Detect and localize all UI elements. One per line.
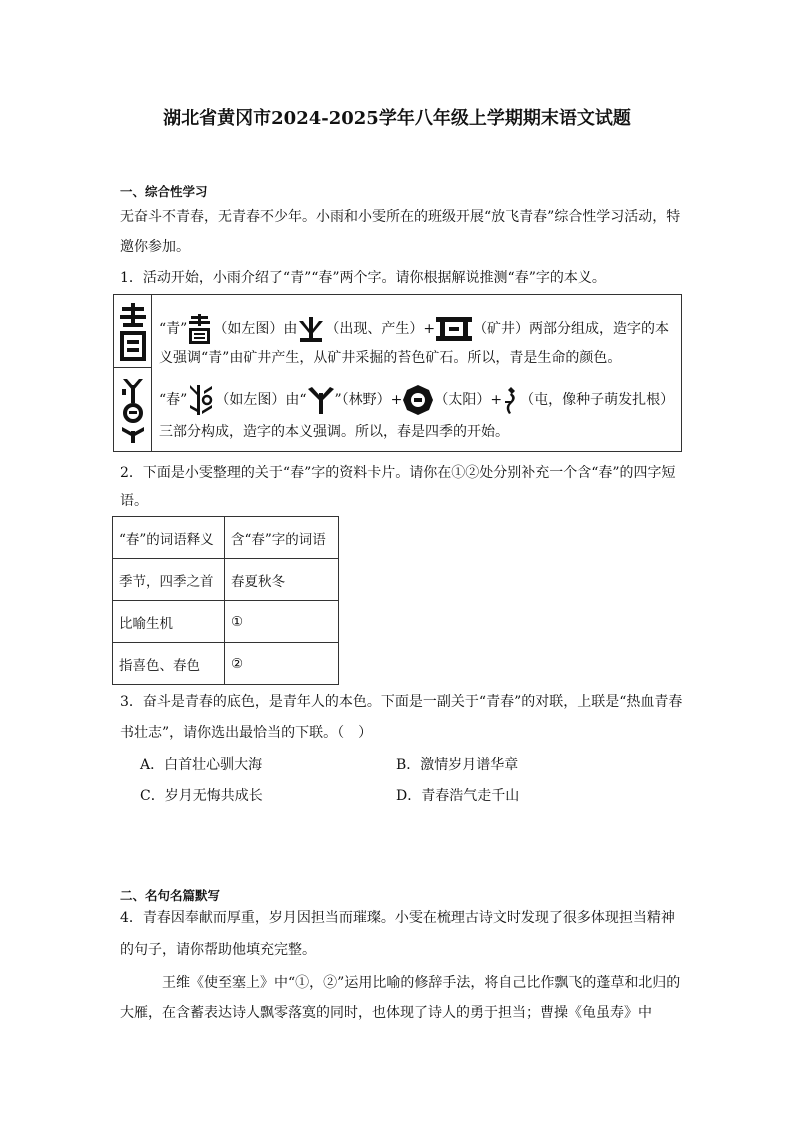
q3-option-a: A．白首壮心驯大海 <box>140 757 263 773</box>
jing-mineshaft-glyph <box>435 315 473 343</box>
q1-stem: 1．活动开始，小雨介绍了“青”“春”两个字。请你根据解说推测“春”字的本义。 <box>120 270 606 286</box>
sun-glyph <box>402 384 434 416</box>
q3-stem-line1: 3．奋斗是青春的底色，是青年人的本色。下面是一副关于“青春”的对联，上联是“热血青春 <box>120 694 683 710</box>
table-cell-meaning: 指喜色、春色 <box>113 643 225 685</box>
q4-paragraph-line2: 大雁，在含蓄表达诗人飘零落寞的同时，也体现了诗人的勇于担当；曹操《龟虽寿》中 <box>120 1005 652 1021</box>
chun-part2-text: ”（林野）+ <box>334 392 403 408</box>
q2-stem-line2: 语。 <box>120 493 148 509</box>
qing-explanation-line1 <box>159 313 669 345</box>
q4-stem-line1: 4．青春因奉献而厚重，岁月因担当而璀璨。小雯在梳理古诗文时发现了很多体现担当精神 <box>120 910 675 926</box>
chun-part3-text: （太阳）+ <box>434 392 503 408</box>
sheng-sprout-glyph <box>297 315 325 343</box>
chun-seal-glyph-large <box>119 375 147 445</box>
lin-forest-glyph <box>307 385 335 415</box>
table-cell-blank-1: ① <box>225 601 339 643</box>
q3-option-b: B．激情岁月谱华章 <box>396 757 519 773</box>
qing-part3-text: （矿井）两部分组成，造字的本 <box>473 321 670 337</box>
chun-seal-glyph-small <box>187 383 215 417</box>
section1-heading: 一、综合性学习 <box>120 184 208 199</box>
q2-stem-line1: 2．下面是小雯整理的关于“春”字的资料卡片。请你在①②处分别补充一个含“春”的四字短 <box>120 465 676 481</box>
q4-stem-line2: 的句子，请你帮助他填充完整。 <box>120 942 316 958</box>
table-cell-meaning: 季节，四季之首 <box>113 559 225 601</box>
qing-seal-glyph-small <box>187 313 213 345</box>
q3-option-d: D．青春浩气走千山 <box>396 788 520 804</box>
chun-part1-text: （如左图）由“ <box>215 392 307 408</box>
table-row <box>113 559 339 601</box>
section2-heading: 二、名句名篇默写 <box>120 888 221 903</box>
chun-explanation-line2: 三部分构成，造字的本义强调。所以，春是四季的开始。 <box>159 424 509 440</box>
table-cell-blank-2: ② <box>225 643 339 685</box>
qing-explanation-line2: 义强调“青”由矿井产生，从矿井采掘的苔色矿石。所以，青是生命的颜色。 <box>159 350 622 366</box>
q4-paragraph-line1: 王维《使至塞上》中“①，②”运用比喻的修辞手法，将自己比作飘飞的蓬草和北归的 <box>162 975 681 991</box>
table-cell-word: 春夏秋冬 <box>225 559 339 601</box>
tun-seed-glyph <box>502 385 520 415</box>
table-header-row <box>113 517 339 559</box>
document-title: 湖北省黄冈市2024-2025学年八年级上学期期末语文试题 <box>163 108 631 129</box>
qing-seal-glyph-large <box>118 301 148 363</box>
section1-intro-line1: 无奋斗不青春，无青春不少年。小雨和小雯所在的班级开展“放飞青春”综合性学习活动，特 <box>120 209 681 225</box>
qing-part2-text: （出现、产生）+ <box>325 321 436 337</box>
chun-data-card-table <box>112 516 339 685</box>
table-row <box>113 643 339 685</box>
chun-part4-text: （屯，像种子萌发扎根） <box>520 392 675 408</box>
table-header-cell: 含“春”字的词语 <box>225 517 339 559</box>
section1-intro-line2: 邀你参加。 <box>120 239 190 255</box>
chun-prefix: “春” <box>159 392 188 408</box>
q3-option-c: C．岁月无悔共成长 <box>140 788 263 804</box>
chun-explanation-line1 <box>159 383 674 417</box>
qing-part1-text: （如左图）由 <box>213 321 298 337</box>
q3-stem-line2: 书壮志”，请你选出最恰当的下联。（ ） <box>120 725 373 741</box>
table-cell-meaning: 比喻生机 <box>113 601 225 643</box>
glyph-explanation-box <box>113 294 682 452</box>
qing-prefix: “青” <box>159 321 188 337</box>
table-header-cell: “春”的词语释义 <box>113 517 225 559</box>
table-row <box>113 601 339 643</box>
